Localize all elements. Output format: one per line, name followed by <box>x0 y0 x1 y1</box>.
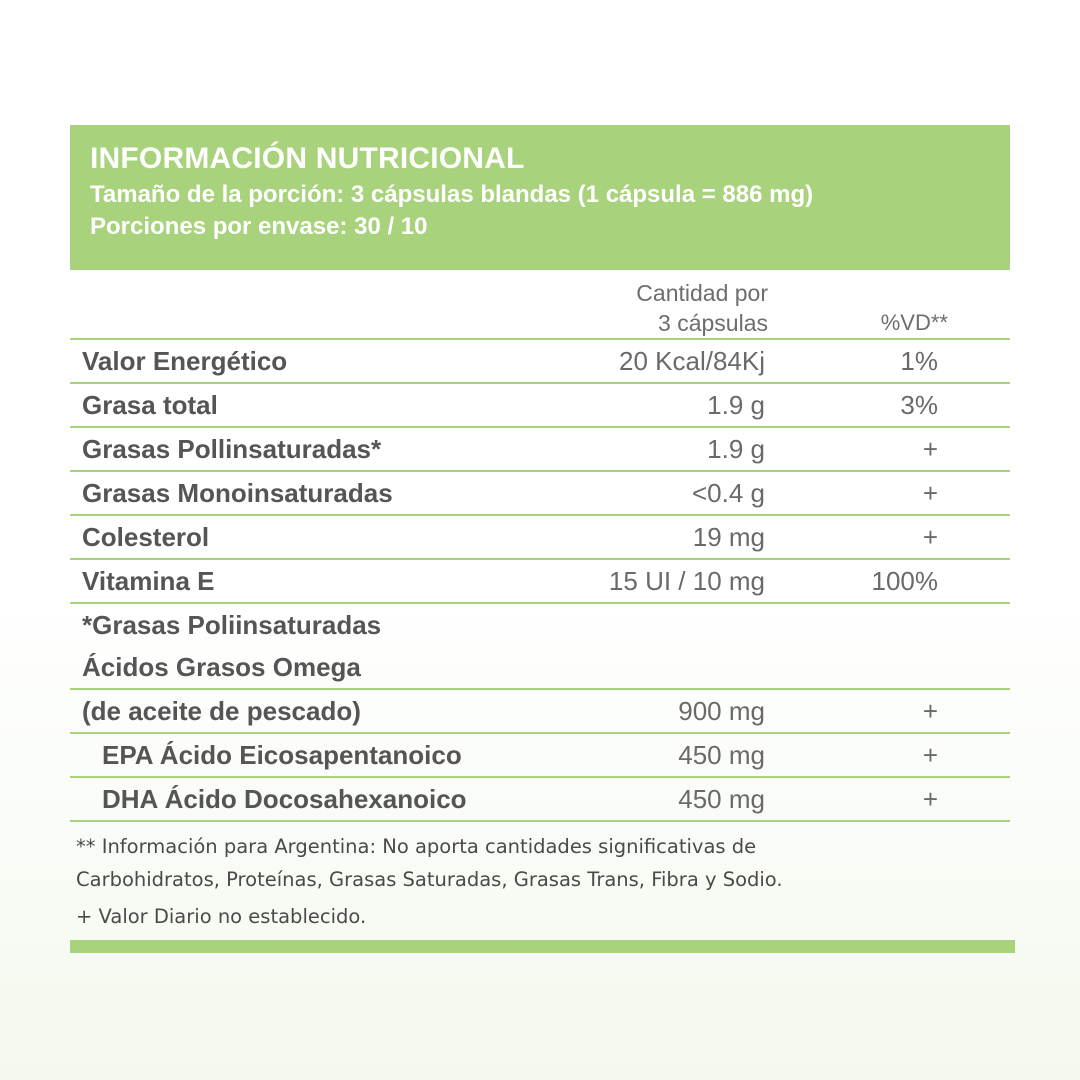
table-row <box>70 778 1010 822</box>
nutrient-daily-value: + <box>922 434 938 464</box>
nutrient-amount: 1.9 g <box>707 434 765 464</box>
table-row <box>70 734 1010 778</box>
nutrient-amount: 20 Kcal/84Kj <box>619 346 765 376</box>
servings-per-container: Porciones por envase: 30 / 10 <box>90 213 428 240</box>
nutrient-amount: 900 mg <box>678 696 765 726</box>
table-row <box>70 690 1010 734</box>
footnote-line: Carbohidratos, Proteínas, Grasas Saturadas, Grasas Trans, Fibra y Sodio. <box>76 868 783 891</box>
nutrient-amount: <0.4 g <box>691 478 765 508</box>
bottom-divider <box>70 940 1015 953</box>
nutrient-daily-value: + <box>922 740 938 770</box>
nutrient-name: DHA Ácido Docosahexanoico <box>102 784 467 814</box>
nutrient-amount: 450 mg <box>678 784 765 814</box>
daily-value-column-header: %VD** <box>880 310 948 335</box>
nutrient-amount: 19 mg <box>692 522 765 552</box>
amount-column-header <box>636 278 768 338</box>
nutrient-name: *Grasas Poliinsaturadas <box>82 610 382 640</box>
nutrient-name: Grasas Monoinsaturadas <box>82 478 393 508</box>
nutrient-daily-value: + <box>922 696 938 726</box>
column-headers <box>70 270 1010 340</box>
nutrient-daily-value: + <box>922 522 938 552</box>
nutrient-name: Colesterol <box>82 522 210 552</box>
nutrient-amount: 450 mg <box>678 740 765 770</box>
nutrition-facts-panel <box>70 125 1010 933</box>
nutrient-name: Grasa total <box>82 390 218 420</box>
table-row <box>70 560 1010 604</box>
serving-size: Tamaño de la porción: 3 cápsulas blandas (1 cápsula = 886 mg) <box>90 181 814 208</box>
table-row <box>70 384 1010 428</box>
table-row <box>70 428 1010 472</box>
nutrient-daily-value: 100% <box>871 566 938 596</box>
nutrient-amount: 1.9 g <box>707 390 765 420</box>
footnotes <box>70 830 1010 933</box>
nutrition-header <box>70 125 1010 270</box>
nutrient-daily-value: + <box>922 478 938 508</box>
table-row <box>70 604 1010 646</box>
nutrient-name: (de aceite de pescado) <box>82 696 361 726</box>
amount-header-line1: Cantidad por <box>636 280 768 306</box>
footnote-line: ** Información para Argentina: No aporta cantidades significativas de <box>76 835 757 858</box>
nutrient-name: EPA Ácido Eicosapentanoico <box>102 740 462 770</box>
table-row <box>70 340 1010 384</box>
nutrient-daily-value: 1% <box>900 346 938 376</box>
nutrient-name: Valor Energético <box>82 346 288 376</box>
nutrient-name: Grasas Pollinsaturadas* <box>82 434 382 464</box>
footnote-line: + Valor Diario no establecido. <box>76 905 367 928</box>
panel-title: INFORMACIÓN NUTRICIONAL <box>90 142 525 175</box>
nutrient-name: Vitamina E <box>82 566 215 596</box>
table-row <box>70 516 1010 560</box>
nutrient-daily-value: + <box>922 784 938 814</box>
table-row <box>70 646 1010 690</box>
nutrient-name: Ácidos Grasos Omega <box>82 652 361 682</box>
nutrient-amount: 15 UI / 10 mg <box>608 566 765 596</box>
nutrient-daily-value: 3% <box>900 390 938 420</box>
amount-header-line2: 3 cápsulas <box>658 310 768 336</box>
table-row <box>70 472 1010 516</box>
